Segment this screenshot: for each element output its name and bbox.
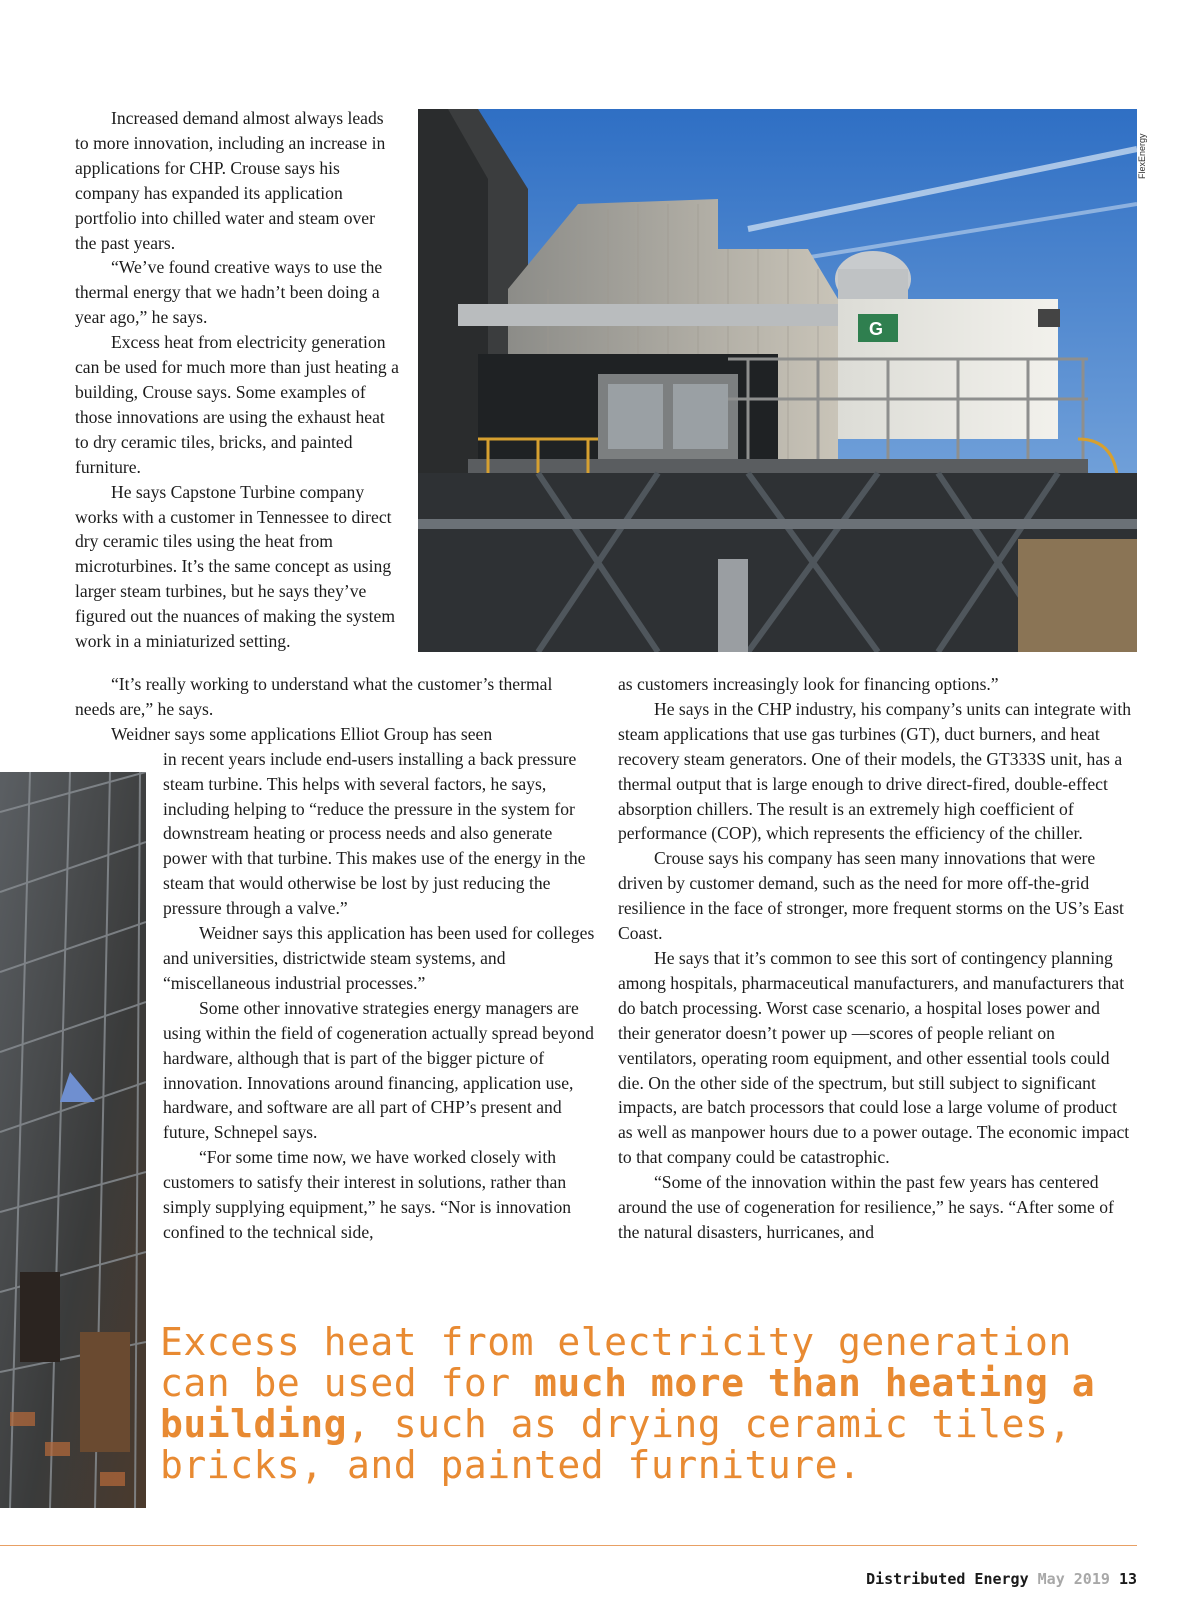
article-paragraph: in recent years include end-users installing a back pressure steam turbine. This helps with several factors, he says, including helping to “reduce the pressure in the system for downstream heating or process needs and also generate power with that turbine. This makes use of the energy in the steam that would otherwise be lost by just reducing the pressure through a valve.” — [163, 748, 586, 919]
article-paragraph: He says that it’s common to see this sort of contingency planning among hospitals, pharmaceutical manufacturers, and manufacturers that do batch processing. Worst case scenario, a hospital loses power and their generator doesn’t power up —scores of people reliant on ventilators, operating room equipment, and other essential tools could die. On the other side of the spectrum, but still subject to significant impacts, are batch processors that could lose a large volume of product as well as manpower hours due to a power outage. The economic impact to that company could be catastrophic. — [618, 947, 1130, 1168]
article-paragraph: “It’s really working to understand what the customer’s thermal needs are,” he says. — [75, 674, 553, 719]
article-column-top-left — [75, 106, 400, 654]
magazine-name: Distributed Energy — [866, 1570, 1029, 1588]
article-paragraph: as customers increasingly look for financing options.” — [618, 674, 999, 694]
article-paragraph: “We’ve found creative ways to use the thermal energy that we hadn’t been doing a year ago,” he says. — [75, 257, 383, 328]
article-paragraph: “Some of the innovation within the past few years has centered around the use of cogeneration for resilience,” he says. “After some of the natural disasters, hurricanes, and — [618, 1172, 1114, 1242]
unit-badge: G — [869, 319, 884, 339]
issue-date: May 2019 — [1037, 1570, 1110, 1588]
article-paragraph: Some other innovative strategies energy managers are using within the field of cogeneration actually spread beyond hardware, although that is part of the bigger picture of innovation. Innovations around financing, application use, hardware, and software are all part of CHP’s present and future, Schnepel says. — [163, 997, 594, 1143]
article-paragraph: Excess heat from electricity generation can be used for much more than just heating a building, Crouse says. Some examples of those innovations are using the exhaust heat to dry ceramic tiles, bricks, and painted furniture. — [75, 332, 399, 477]
page-number: 13 — [1118, 1570, 1137, 1588]
article-paragraph: He says Capstone Turbine company works with a customer in Tennessee to direct dry ceramic tiles using the heat from microturbines. It’s the same concept as using larger steam turbines, but he says they’ve figured out the nuances of making the system work in a miniaturized setting. — [75, 481, 396, 652]
article-paragraph: Increased demand almost always leads to more innovation, including an increase in applications for CHP. Crouse says his company has expanded its application portfolio into chilled water and steam over the past years. — [75, 108, 386, 253]
page-footer — [866, 1570, 1137, 1588]
photo-credit: FlexEnergy — [1137, 133, 1147, 179]
microturbine-illustration — [418, 109, 1137, 652]
pull-quote-emphasis: much more than heating a building — [160, 1361, 1096, 1446]
footer-divider — [0, 1545, 1137, 1546]
article-paragraph: “For some time now, we have worked closely with customers to satisfy their interest in solutions, rather than simply supplying equipment,” he says. “Nor is innovation confined to the technical side, — [163, 1147, 572, 1242]
article-column-right — [618, 672, 1133, 1245]
pull-quote-text-end: , such as drying ceramic tiles, bricks, and painted furniture. — [160, 1402, 1072, 1487]
pull-quote-text: Excess heat from electricity generation can be used for — [160, 1320, 1072, 1405]
article-paragraph: Weidner says some applications Elliot Group has seen — [111, 723, 493, 744]
article-paragraph: Crouse says his company has seen many innovations that were driven by customer demand, such as the need for more off-the-grid resilience in the face of stronger, more frequent storms on the US’s East Coast. — [618, 848, 1124, 944]
pull-quote — [160, 1322, 1150, 1486]
article-column-mid-left — [75, 672, 595, 1245]
article-paragraph: Weidner says this application has been used for colleges and universities, districtwide steam systems, and “miscellaneous industrial processes.” — [163, 923, 595, 993]
article-paragraph: He says in the CHP industry, his company’s units can integrate with steam applications that use gas turbines (GT), duct burners, and heat recovery steam generators. One of their models, the GT333S unit, has a thermal output that is large enough to drive direct-fired, double-effect absorption chillers. The result is an extremely high coefficient of performance (COP), which represents the efficiency of the chiller. — [618, 698, 1132, 844]
microturbine-photo — [418, 109, 1137, 652]
